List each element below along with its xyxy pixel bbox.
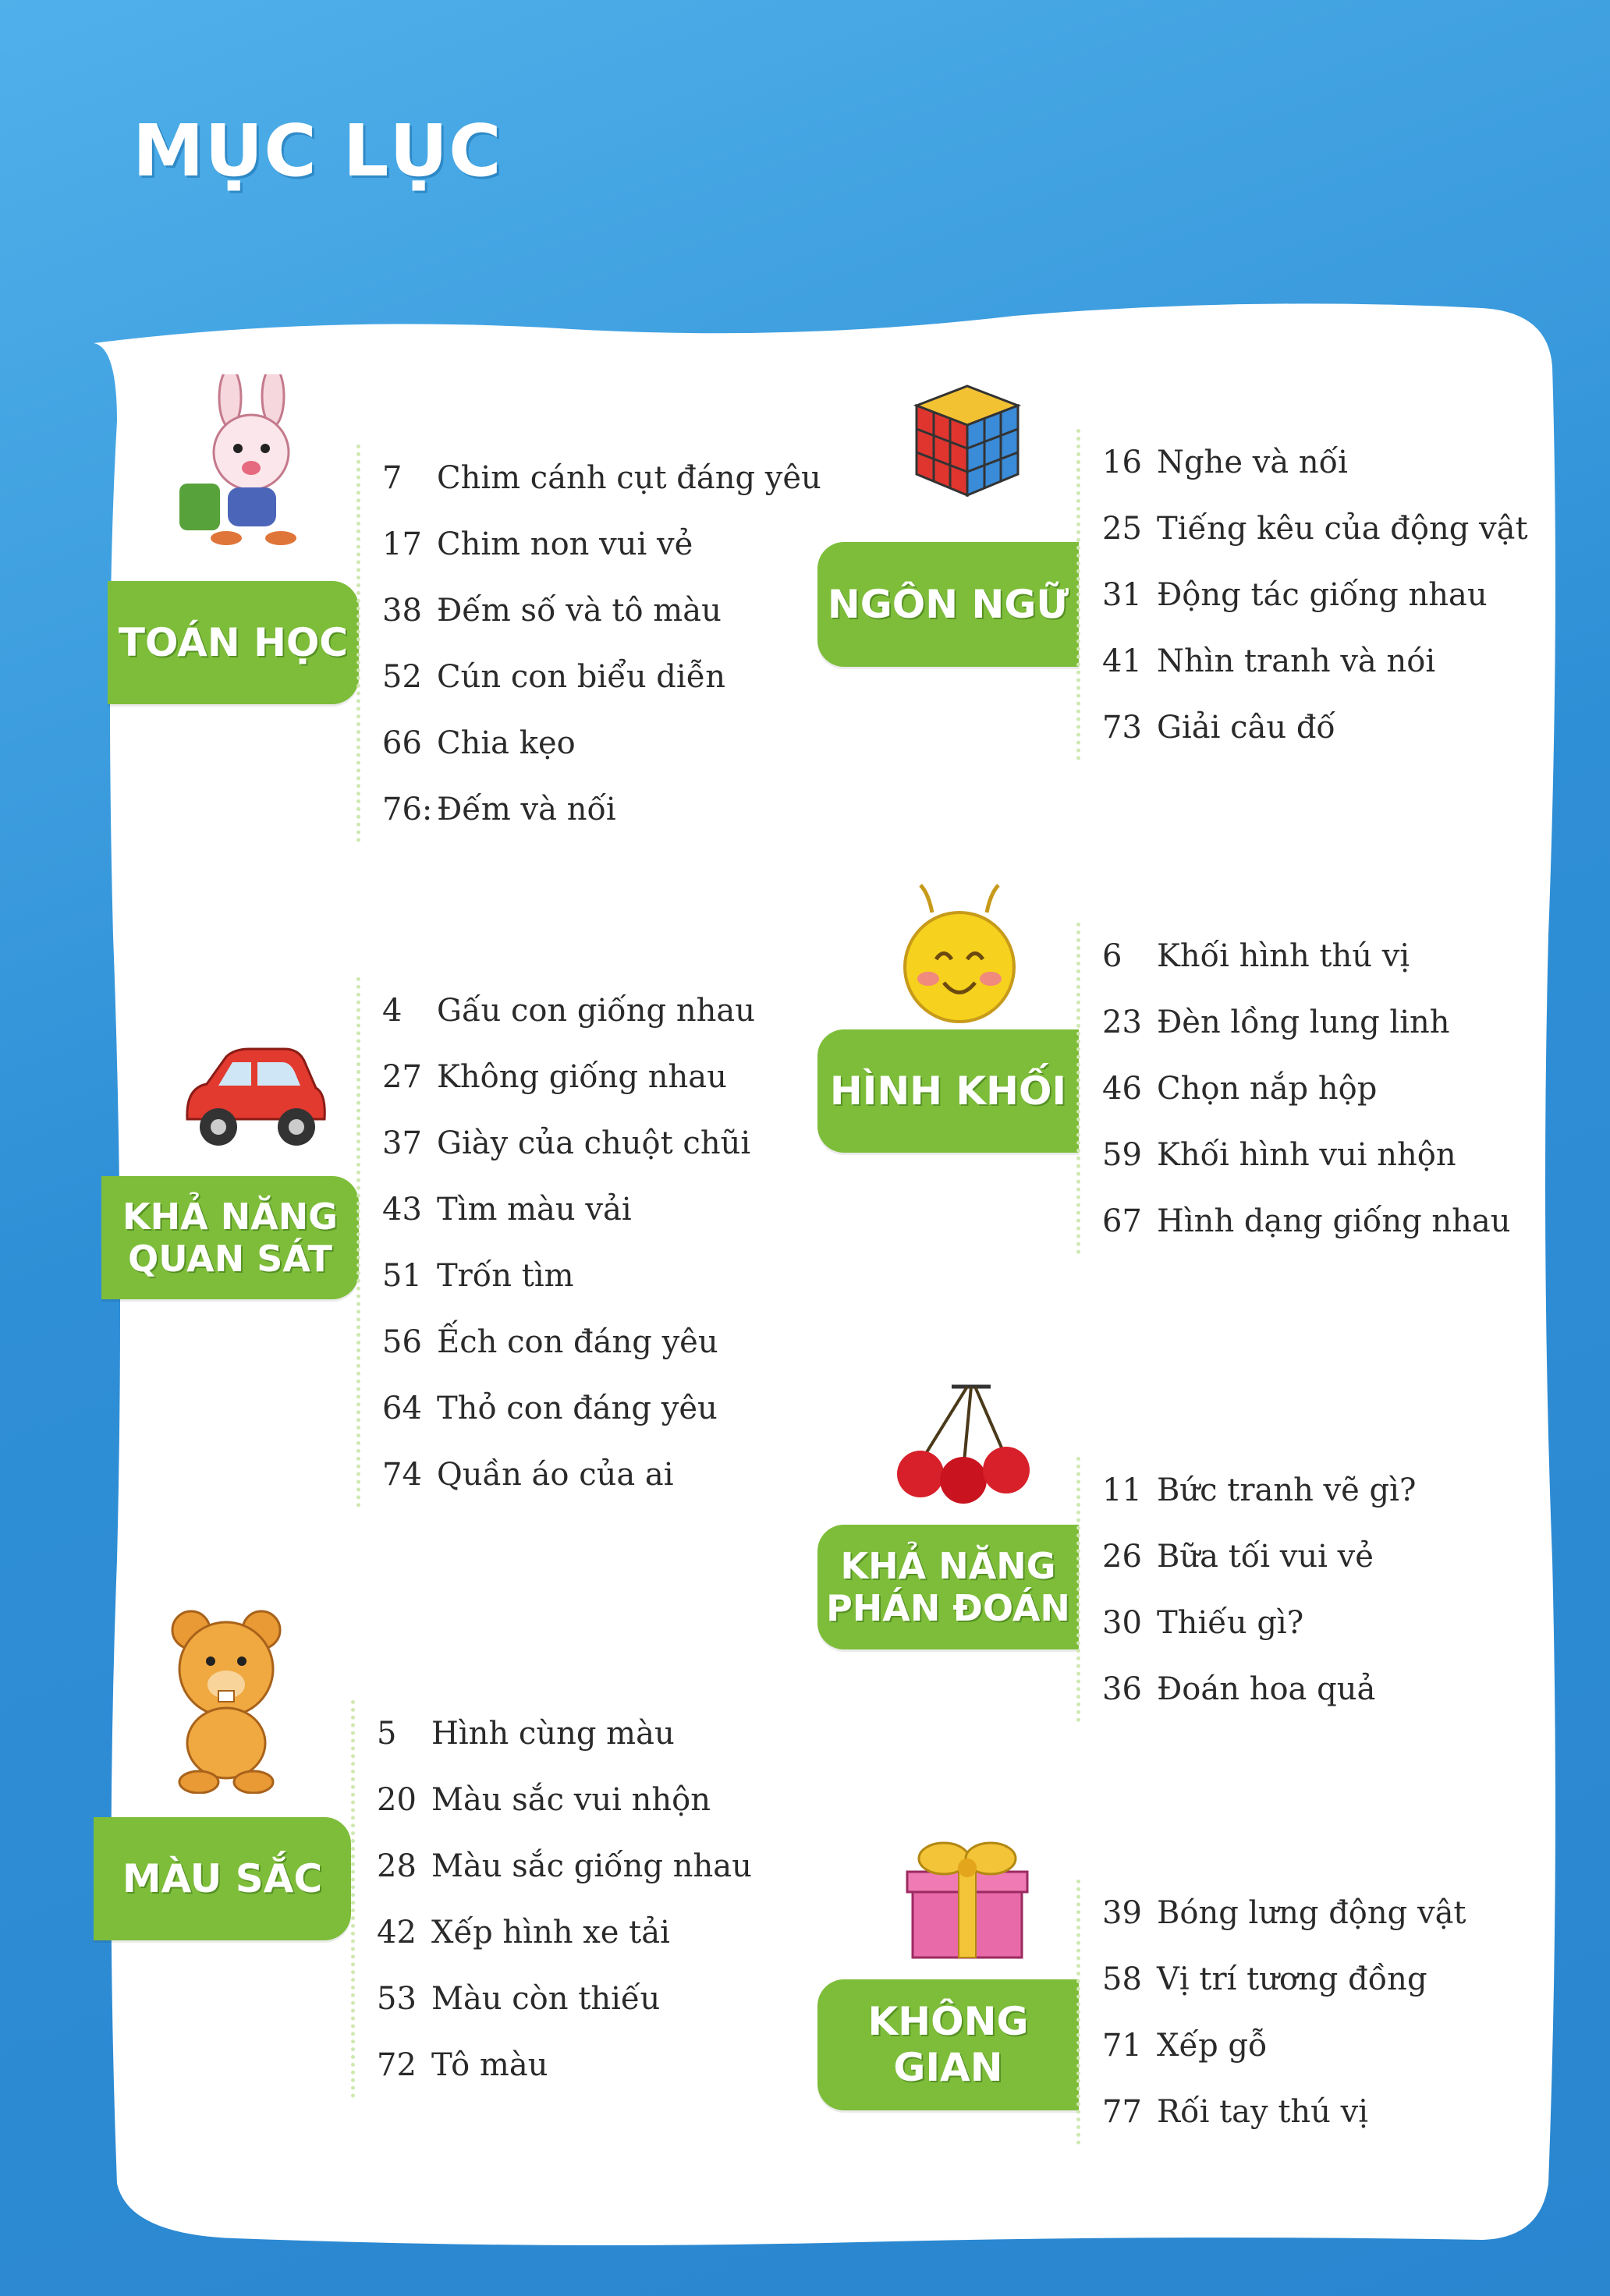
list-item[interactable]: 23 Đèn lồng lung linh bbox=[1102, 1004, 1450, 1040]
car-icon bbox=[172, 1045, 328, 1154]
section-label-khong-gian: KHÔNG GIAN bbox=[817, 1979, 1079, 2110]
list-item[interactable]: 51 Trốn tìm bbox=[382, 1257, 574, 1294]
section-list-hinh-khoi bbox=[1076, 923, 1511, 1254]
list-item[interactable]: 73 Giải câu đố bbox=[1102, 709, 1335, 746]
list-item[interactable]: 16 Nghe và nối bbox=[1102, 444, 1348, 480]
section-list-toan-hoc bbox=[356, 445, 821, 842]
section-label-ngon-ngu: NGÔN NGỮ bbox=[817, 542, 1079, 667]
list-item[interactable]: 64 Thỏ con đáng yêu bbox=[382, 1390, 718, 1426]
section-list-kha-nang-phan-doan bbox=[1076, 1457, 1416, 1722]
cherries-icon bbox=[889, 1380, 1037, 1505]
list-item[interactable]: 66 Chia kẹo bbox=[382, 725, 576, 761]
list-item[interactable]: 77 Rối tay thú vị bbox=[1102, 2093, 1369, 2130]
smiley-ball-icon bbox=[889, 881, 1030, 1026]
list-item[interactable]: 26 Bữa tối vui vẻ bbox=[1102, 1538, 1374, 1575]
list-item[interactable]: 7 Chim cánh cụt đáng yêu bbox=[382, 459, 821, 496]
list-item[interactable]: 71 Xếp gỗ bbox=[1102, 2027, 1268, 2064]
section-list-ngon-ngu bbox=[1076, 429, 1528, 760]
rubiks-cube-icon bbox=[905, 382, 1030, 499]
section-label-mau-sac: MÀU SẮC bbox=[94, 1817, 351, 1940]
section-list-mau-sac bbox=[351, 1700, 752, 2098]
list-item[interactable]: 28 Màu sắc giống nhau bbox=[377, 1848, 752, 1884]
list-item[interactable]: 53 Màu còn thiếu bbox=[377, 1980, 661, 2017]
list-item[interactable]: 41 Nhìn tranh và nói bbox=[1102, 643, 1436, 679]
section-list-khong-gian bbox=[1076, 1880, 1466, 2145]
list-item[interactable]: 5 Hình cùng màu bbox=[377, 1715, 675, 1752]
list-item[interactable]: 58 Vị trí tương đồng bbox=[1102, 1961, 1427, 1997]
list-item[interactable]: 39 Bóng lưng động vật bbox=[1102, 1894, 1466, 1931]
section-label-hinh-khoi: HÌNH KHỐI bbox=[817, 1029, 1079, 1153]
list-item[interactable]: 30 Thiếu gì? bbox=[1102, 1604, 1304, 1641]
list-item[interactable]: 59 Khối hình vui nhộn bbox=[1102, 1136, 1456, 1173]
list-item[interactable]: 42 Xếp hình xe tải bbox=[377, 1914, 670, 1951]
rabbit-icon bbox=[156, 374, 335, 554]
list-item[interactable]: 52 Cún con biểu diễn bbox=[382, 658, 726, 695]
list-item[interactable]: 46 Chọn nắp hộp bbox=[1102, 1070, 1378, 1107]
list-item[interactable]: 36 Đoán hoa quả bbox=[1102, 1671, 1376, 1707]
section-label-toan-hoc: TOÁN HỌC bbox=[108, 581, 359, 704]
list-item[interactable]: 6 Khối hình thú vị bbox=[1102, 937, 1410, 974]
list-item[interactable]: 72 Tô màu bbox=[377, 2046, 548, 2083]
list-item[interactable]: 4 Gấu con giống nhau bbox=[382, 992, 755, 1029]
list-item[interactable]: 25 Tiếng kêu của động vật bbox=[1102, 510, 1528, 547]
page-title: MỤC LỤC bbox=[133, 109, 502, 193]
list-item[interactable]: 43 Tìm màu vải bbox=[382, 1191, 632, 1228]
section-label-kha-nang-phan-doan: KHẢ NĂNG PHÁN ĐOÁN bbox=[817, 1525, 1079, 1649]
list-item[interactable]: 38 Đếm số và tô màu bbox=[382, 592, 722, 629]
list-item[interactable]: 76: Đếm và nối bbox=[382, 791, 616, 827]
list-item[interactable]: 37 Giày của chuột chũi bbox=[382, 1125, 751, 1161]
list-item[interactable]: 27 Không giống nhau bbox=[382, 1058, 727, 1095]
list-item[interactable]: 67 Hình dạng giống nhau bbox=[1102, 1203, 1511, 1239]
list-item[interactable]: 17 Chim non vui vẻ bbox=[382, 526, 693, 562]
gift-box-icon bbox=[901, 1837, 1034, 1961]
teddy-bear-icon bbox=[156, 1607, 296, 1794]
list-item[interactable]: 31 Động tác giống nhau bbox=[1102, 576, 1488, 613]
section-label-kha-nang-quan-sat: KHẢ NĂNG QUAN SÁT bbox=[101, 1176, 359, 1299]
list-item[interactable]: 11 Bức tranh vẽ gì? bbox=[1102, 1472, 1417, 1508]
section-list-kha-nang-quan-sat bbox=[356, 977, 755, 1508]
list-item[interactable]: 74 Quần áo của ai bbox=[382, 1456, 674, 1493]
list-item[interactable]: 56 Ếch con đáng yêu bbox=[382, 1323, 718, 1360]
list-item[interactable]: 20 Màu sắc vui nhộn bbox=[377, 1781, 711, 1818]
